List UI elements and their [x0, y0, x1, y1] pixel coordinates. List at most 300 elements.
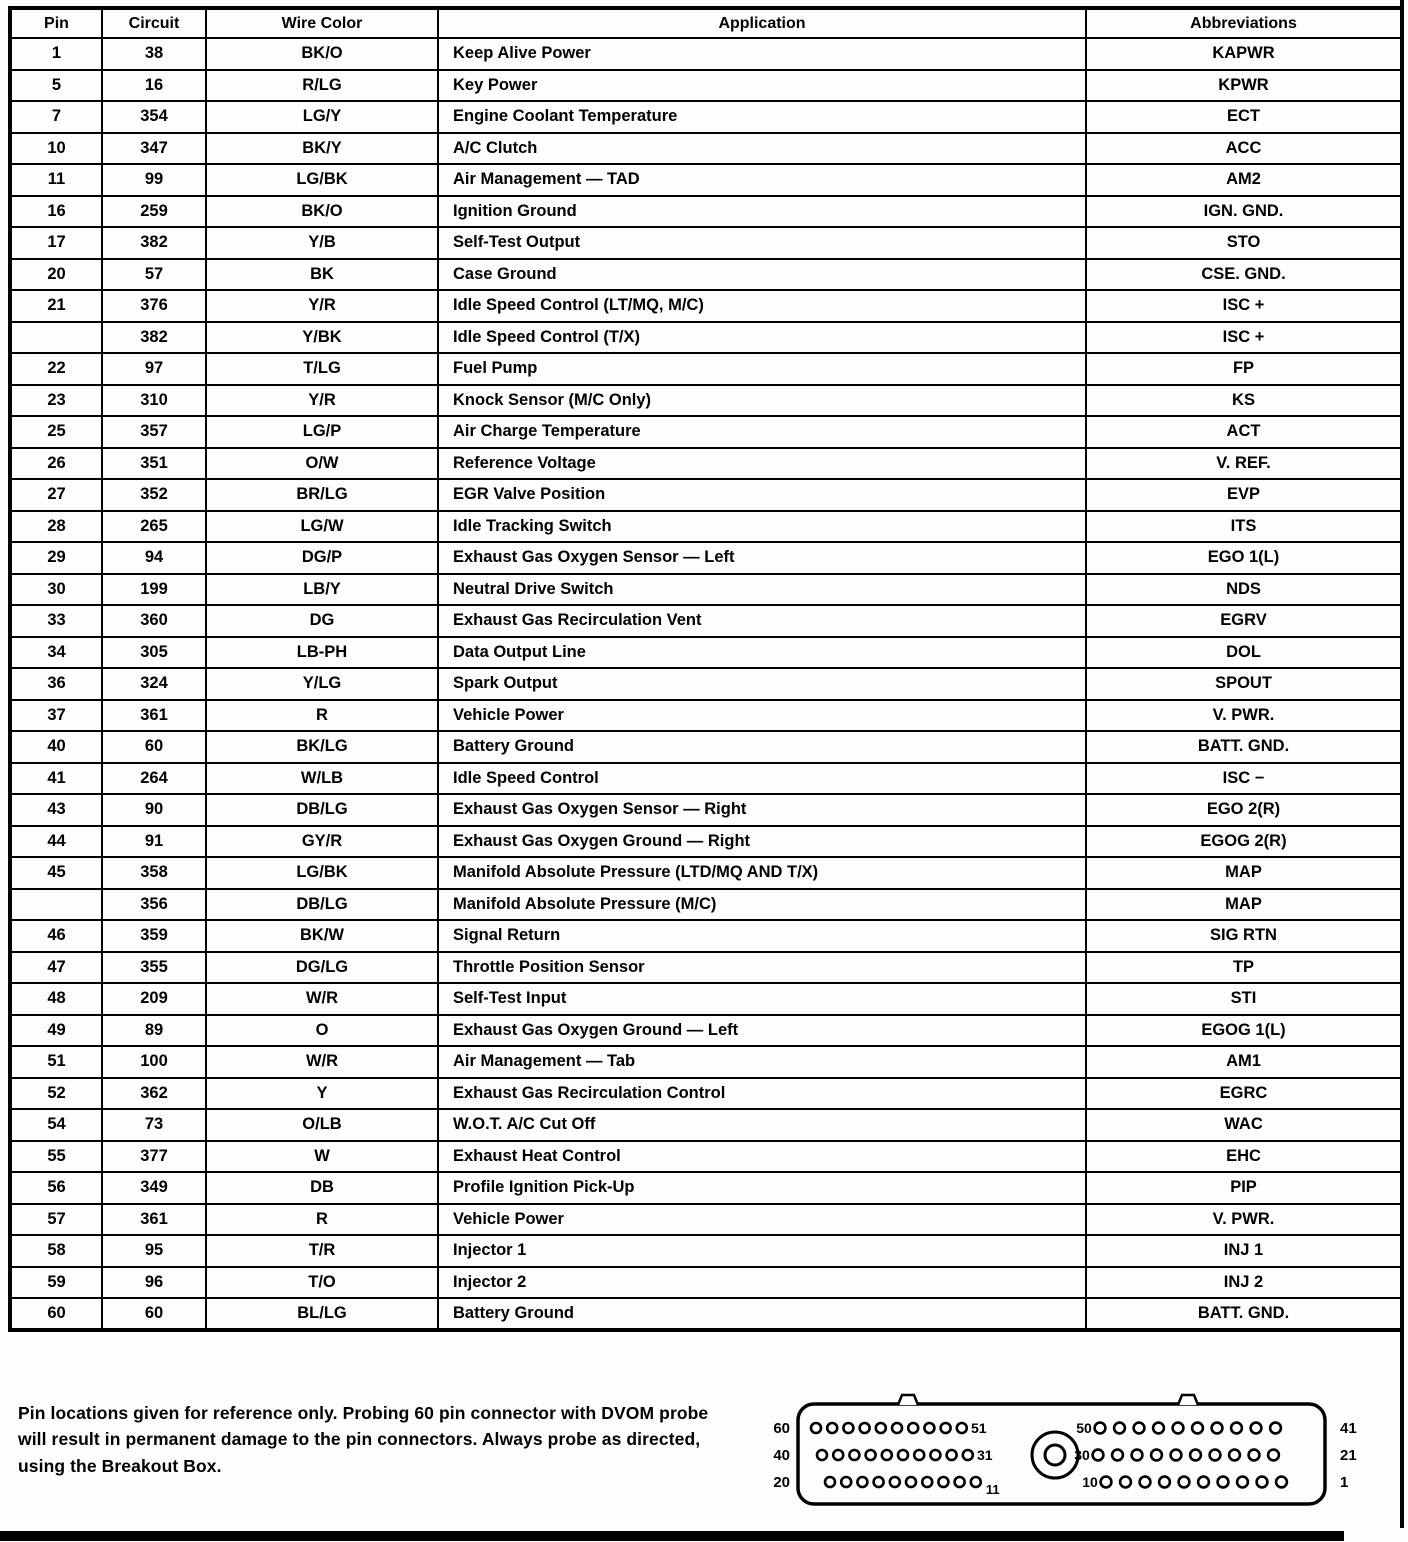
pin-hole: [1153, 1423, 1164, 1434]
cell-wire-color: DG/LG: [206, 952, 438, 984]
pin-number-label: 30: [1074, 1447, 1090, 1463]
cell-pin: 23: [10, 385, 102, 417]
cell-abbreviation: DOL: [1086, 637, 1402, 669]
cell-abbreviation: EGOG 2(R): [1086, 826, 1402, 858]
cell-circuit: 60: [102, 731, 206, 763]
cell-circuit: 209: [102, 983, 206, 1015]
cell-abbreviation: PIP: [1086, 1172, 1402, 1204]
column-header-abbreviations: Abbreviations: [1086, 8, 1402, 38]
cell-pin: 21: [10, 290, 102, 322]
cell-application: Exhaust Heat Control: [438, 1141, 1086, 1173]
pin-hole: [827, 1423, 837, 1433]
footnote-line: Pin locations given for reference only. Probing 60 pin connector with DVOM probe: [18, 1403, 709, 1423]
cell-application: Spark Output: [438, 668, 1086, 700]
pin-hole: [922, 1477, 932, 1487]
cell-wire-color: W/R: [206, 983, 438, 1015]
cell-application: Exhaust Gas Recirculation Control: [438, 1078, 1086, 1110]
pin-hole: [1159, 1477, 1170, 1488]
pin-hole: [866, 1450, 876, 1460]
table-row: [10, 731, 1402, 763]
pin-hole: [1268, 1450, 1279, 1461]
column-header-application: Application: [438, 8, 1086, 38]
table-row: [10, 889, 1402, 921]
pin-number-label: 50: [1076, 1420, 1092, 1436]
pin-hole: [1229, 1450, 1240, 1461]
cell-abbreviation: EVP: [1086, 479, 1402, 511]
cell-circuit: 91: [102, 826, 206, 858]
cell-pin: 27: [10, 479, 102, 511]
table-row: [10, 826, 1402, 858]
cell-wire-color: Y/BK: [206, 322, 438, 354]
cell-abbreviation: V. REF.: [1086, 448, 1402, 480]
cell-abbreviation: CSE. GND.: [1086, 259, 1402, 291]
table-row: [10, 290, 1402, 322]
cell-application: Profile Ignition Pick-Up: [438, 1172, 1086, 1204]
cell-pin: 48: [10, 983, 102, 1015]
cell-pin: 47: [10, 952, 102, 984]
cell-circuit: 94: [102, 542, 206, 574]
cell-wire-color: LG/P: [206, 416, 438, 448]
cell-wire-color: W/LB: [206, 763, 438, 795]
cell-wire-color: R: [206, 1204, 438, 1236]
cell-wire-color: Y/B: [206, 227, 438, 259]
cell-application: Exhaust Gas Oxygen Sensor — Left: [438, 542, 1086, 574]
connector-diagram: [748, 1388, 1368, 1518]
table-row: [10, 196, 1402, 228]
pin-number-label: 20: [773, 1474, 790, 1491]
cell-wire-color: LG/BK: [206, 857, 438, 889]
footnote-line: using the Breakout Box.: [18, 1455, 222, 1476]
cell-application: Self-Test Input: [438, 983, 1086, 1015]
cell-application: Reference Voltage: [438, 448, 1086, 480]
pin-hole: [849, 1450, 859, 1460]
pin-hole: [1249, 1450, 1260, 1461]
cell-application: Injector 2: [438, 1267, 1086, 1299]
pin-hole: [924, 1423, 934, 1433]
cell-circuit: 351: [102, 448, 206, 480]
cell-wire-color: O/LB: [206, 1109, 438, 1141]
cell-wire-color: GY/R: [206, 826, 438, 858]
cell-application: Ignition Ground: [438, 196, 1086, 228]
pin-hole: [811, 1423, 821, 1433]
cell-wire-color: LG/Y: [206, 101, 438, 133]
cell-circuit: 377: [102, 1141, 206, 1173]
cell-pin: 22: [10, 353, 102, 385]
pin-hole: [1231, 1423, 1242, 1434]
cell-wire-color: BK/Y: [206, 133, 438, 165]
cell-wire-color: T/LG: [206, 353, 438, 385]
cell-application: Keep Alive Power: [438, 38, 1086, 70]
cell-abbreviation: SPOUT: [1086, 668, 1402, 700]
cell-abbreviation: INJ 1: [1086, 1235, 1402, 1267]
cell-pin: 10: [10, 133, 102, 165]
cell-application: Idle Speed Control (T/X): [438, 322, 1086, 354]
cell-abbreviation: MAP: [1086, 889, 1402, 921]
cell-circuit: 38: [102, 38, 206, 70]
pin-hole: [908, 1423, 918, 1433]
pin-hole: [892, 1423, 902, 1433]
cell-circuit: 97: [102, 353, 206, 385]
cell-circuit: 360: [102, 605, 206, 637]
table-row: [10, 38, 1402, 70]
footnote: [18, 1400, 778, 1479]
table-row: [10, 1172, 1402, 1204]
cell-wire-color: BK/O: [206, 196, 438, 228]
pin-hole: [817, 1450, 827, 1460]
cell-application: A/C Clutch: [438, 133, 1086, 165]
cell-circuit: 355: [102, 952, 206, 984]
cell-pin: [10, 322, 102, 354]
cell-circuit: 265: [102, 511, 206, 543]
cell-pin: 20: [10, 259, 102, 291]
cell-abbreviation: AM1: [1086, 1046, 1402, 1078]
pin-number-label: 51: [971, 1420, 987, 1436]
pin-hole: [898, 1450, 908, 1460]
cell-application: Fuel Pump: [438, 353, 1086, 385]
cell-abbreviation: STO: [1086, 227, 1402, 259]
cell-wire-color: BK: [206, 259, 438, 291]
cell-application: Knock Sensor (M/C Only): [438, 385, 1086, 417]
cell-pin: 25: [10, 416, 102, 448]
table-row: [10, 637, 1402, 669]
pin-hole: [963, 1450, 973, 1460]
cell-application: Air Charge Temperature: [438, 416, 1086, 448]
pin-hole: [1190, 1450, 1201, 1461]
pin-hole: [955, 1477, 965, 1487]
cell-pin: 16: [10, 196, 102, 228]
pin-hole: [1198, 1477, 1209, 1488]
cell-abbreviation: ISC +: [1086, 322, 1402, 354]
table-row: [10, 322, 1402, 354]
cell-pin: 44: [10, 826, 102, 858]
pin-hole: [947, 1450, 957, 1460]
cell-application: Idle Tracking Switch: [438, 511, 1086, 543]
pin-number-label: 11: [985, 1482, 1000, 1497]
cell-wire-color: LG/BK: [206, 164, 438, 196]
cell-application: Idle Speed Control: [438, 763, 1086, 795]
cell-circuit: 352: [102, 479, 206, 511]
cell-abbreviation: ITS: [1086, 511, 1402, 543]
cell-application: Engine Coolant Temperature: [438, 101, 1086, 133]
table-row: [10, 1235, 1402, 1267]
cell-abbreviation: V. PWR.: [1086, 700, 1402, 732]
table-row: [10, 101, 1402, 133]
cell-application: Air Management — Tab: [438, 1046, 1086, 1078]
cell-pin: 41: [10, 763, 102, 795]
pin-hole: [1112, 1450, 1123, 1461]
cell-circuit: 95: [102, 1235, 206, 1267]
pin-hole: [1251, 1423, 1262, 1434]
cell-pin: 49: [10, 1015, 102, 1047]
cell-wire-color: BK/W: [206, 920, 438, 952]
cell-abbreviation: KAPWR: [1086, 38, 1402, 70]
table-row: [10, 416, 1402, 448]
cell-abbreviation: FP: [1086, 353, 1402, 385]
cell-circuit: 90: [102, 794, 206, 826]
cell-circuit: 376: [102, 290, 206, 322]
table-row: [10, 920, 1402, 952]
pin-hole: [957, 1423, 967, 1433]
cell-abbreviation: STI: [1086, 983, 1402, 1015]
pin-hole: [1179, 1477, 1190, 1488]
cell-application: Idle Speed Control (LT/MQ, M/C): [438, 290, 1086, 322]
pin-hole: [1093, 1450, 1104, 1461]
cell-pin: 37: [10, 700, 102, 732]
cell-circuit: 382: [102, 322, 206, 354]
pin-hole: [1151, 1450, 1162, 1461]
pin-hole: [1120, 1477, 1131, 1488]
pin-hole: [1173, 1423, 1184, 1434]
cell-wire-color: Y/R: [206, 290, 438, 322]
pin-hole: [825, 1477, 835, 1487]
table-row: [10, 1141, 1402, 1173]
pin-hole: [1114, 1423, 1125, 1434]
column-header-wire-color: Wire Color: [206, 8, 438, 38]
cell-pin: 5: [10, 70, 102, 102]
cell-wire-color: BR/LG: [206, 479, 438, 511]
pin-hole: [1101, 1477, 1112, 1488]
pin-number-label: 41: [1340, 1420, 1357, 1437]
pin-hole: [890, 1477, 900, 1487]
cell-pin: 30: [10, 574, 102, 606]
cell-pin: 1: [10, 38, 102, 70]
cell-application: W.O.T. A/C Cut Off: [438, 1109, 1086, 1141]
cell-abbreviation: EGRV: [1086, 605, 1402, 637]
cell-abbreviation: KPWR: [1086, 70, 1402, 102]
cell-abbreviation: ECT: [1086, 101, 1402, 133]
mounting-hole-outer: [1032, 1432, 1078, 1478]
table-row: [10, 1078, 1402, 1110]
cell-abbreviation: AM2: [1086, 164, 1402, 196]
cell-circuit: 347: [102, 133, 206, 165]
pin-number-label: 60: [773, 1420, 790, 1437]
cell-application: Battery Ground: [438, 731, 1086, 763]
cell-abbreviation: ACC: [1086, 133, 1402, 165]
pin-hole: [833, 1450, 843, 1460]
pin-hole: [914, 1450, 924, 1460]
pin-hole: [1237, 1477, 1248, 1488]
cell-wire-color: DB/LG: [206, 889, 438, 921]
cell-wire-color: Y/R: [206, 385, 438, 417]
column-header-circuit: Circuit: [102, 8, 206, 38]
cell-circuit: 382: [102, 227, 206, 259]
table-row: [10, 1015, 1402, 1047]
table-row: [10, 952, 1402, 984]
table-row: [10, 479, 1402, 511]
pin-hole: [1270, 1423, 1281, 1434]
pin-hole: [971, 1477, 981, 1487]
cell-abbreviation: NDS: [1086, 574, 1402, 606]
cell-application: Manifold Absolute Pressure (LTD/MQ AND T/X): [438, 857, 1086, 889]
cell-circuit: 361: [102, 700, 206, 732]
table-row: [10, 511, 1402, 543]
cell-pin: 7: [10, 101, 102, 133]
table-row: [10, 133, 1402, 165]
table-row: [10, 448, 1402, 480]
cell-application: Vehicle Power: [438, 700, 1086, 732]
cell-pin: 26: [10, 448, 102, 480]
cell-abbreviation: EHC: [1086, 1141, 1402, 1173]
cell-abbreviation: ISC −: [1086, 763, 1402, 795]
pin-number-label: 40: [773, 1447, 790, 1464]
cell-abbreviation: EGOG 1(L): [1086, 1015, 1402, 1047]
table-row: [10, 668, 1402, 700]
cell-pin: 51: [10, 1046, 102, 1078]
cell-abbreviation: ISC +: [1086, 290, 1402, 322]
cell-circuit: 60: [102, 1298, 206, 1330]
cell-pin: 56: [10, 1172, 102, 1204]
cell-pin: 45: [10, 857, 102, 889]
pin-hole: [906, 1477, 916, 1487]
cell-pin: 33: [10, 605, 102, 637]
pin-hole: [874, 1477, 884, 1487]
footnote-line: will result in permanent damage to the pin connectors. Always probe as directed,: [18, 1429, 701, 1450]
table-row: [10, 857, 1402, 889]
pin-number-label: 10: [1082, 1474, 1098, 1490]
cell-circuit: 99: [102, 164, 206, 196]
pin-hole: [882, 1450, 892, 1460]
cell-circuit: 305: [102, 637, 206, 669]
cell-circuit: 349: [102, 1172, 206, 1204]
cell-wire-color: BK/O: [206, 38, 438, 70]
cell-abbreviation: EGRC: [1086, 1078, 1402, 1110]
cell-wire-color: LB/Y: [206, 574, 438, 606]
cell-circuit: 362: [102, 1078, 206, 1110]
cell-pin: 52: [10, 1078, 102, 1110]
cell-application: Case Ground: [438, 259, 1086, 291]
pin-hole: [1171, 1450, 1182, 1461]
cell-pin: 57: [10, 1204, 102, 1236]
cell-pin: 54: [10, 1109, 102, 1141]
cell-circuit: 358: [102, 857, 206, 889]
table-row: [10, 385, 1402, 417]
pin-hole: [1276, 1477, 1287, 1488]
cell-abbreviation: BATT. GND.: [1086, 1298, 1402, 1330]
cell-circuit: 354: [102, 101, 206, 133]
cell-abbreviation: V. PWR.: [1086, 1204, 1402, 1236]
cell-wire-color: DB: [206, 1172, 438, 1204]
pin-hole: [841, 1477, 851, 1487]
cell-wire-color: BL/LG: [206, 1298, 438, 1330]
mounting-hole-inner: [1045, 1445, 1065, 1465]
cell-abbreviation: MAP: [1086, 857, 1402, 889]
table-row: [10, 164, 1402, 196]
table-row: [10, 1298, 1402, 1330]
table-row: [10, 542, 1402, 574]
table-row: [10, 605, 1402, 637]
table-row: [10, 227, 1402, 259]
cell-pin: [10, 889, 102, 921]
cell-application: Air Management — TAD: [438, 164, 1086, 196]
cell-pin: 59: [10, 1267, 102, 1299]
pin-hole: [1218, 1477, 1229, 1488]
cell-circuit: 100: [102, 1046, 206, 1078]
cell-circuit: 57: [102, 259, 206, 291]
cell-circuit: 259: [102, 196, 206, 228]
pin-hole: [876, 1423, 886, 1433]
cell-pin: 36: [10, 668, 102, 700]
cell-application: Throttle Position Sensor: [438, 952, 1086, 984]
cell-abbreviation: TP: [1086, 952, 1402, 984]
pin-hole: [1134, 1423, 1145, 1434]
cell-abbreviation: IGN. GND.: [1086, 196, 1402, 228]
column-header-pin: Pin: [10, 8, 102, 38]
pin-number-label: 21: [1340, 1447, 1357, 1464]
connector-tab: [1178, 1395, 1198, 1405]
cell-abbreviation: KS: [1086, 385, 1402, 417]
pin-hole: [843, 1423, 853, 1433]
cell-wire-color: R/LG: [206, 70, 438, 102]
cell-application: Injector 1: [438, 1235, 1086, 1267]
cell-wire-color: DG: [206, 605, 438, 637]
cell-application: Data Output Line: [438, 637, 1086, 669]
cell-pin: 43: [10, 794, 102, 826]
pin-hole: [1095, 1423, 1106, 1434]
table-row: [10, 353, 1402, 385]
cell-wire-color: LG/W: [206, 511, 438, 543]
cell-wire-color: DG/P: [206, 542, 438, 574]
cell-circuit: 356: [102, 889, 206, 921]
cell-wire-color: Y: [206, 1078, 438, 1110]
table-row: [10, 763, 1402, 795]
table-row: [10, 259, 1402, 291]
pin-number-label: 1: [1340, 1474, 1349, 1491]
cell-pin: 40: [10, 731, 102, 763]
cell-abbreviation: ACT: [1086, 416, 1402, 448]
cell-circuit: 199: [102, 574, 206, 606]
cell-circuit: 361: [102, 1204, 206, 1236]
cell-circuit: 96: [102, 1267, 206, 1299]
pinout-table-header-row: [10, 8, 1402, 38]
cell-circuit: 73: [102, 1109, 206, 1141]
table-row: [10, 1046, 1402, 1078]
cell-abbreviation: EGO 1(L): [1086, 542, 1402, 574]
cell-abbreviation: BATT. GND.: [1086, 731, 1402, 763]
cell-application: Neutral Drive Switch: [438, 574, 1086, 606]
cell-wire-color: O: [206, 1015, 438, 1047]
pin-hole: [857, 1477, 867, 1487]
cell-circuit: 89: [102, 1015, 206, 1047]
cell-wire-color: BK/LG: [206, 731, 438, 763]
pinout-table-body: [10, 38, 1402, 1330]
table-row: [10, 700, 1402, 732]
cell-application: Exhaust Gas Recirculation Vent: [438, 605, 1086, 637]
cell-application: Exhaust Gas Oxygen Ground — Right: [438, 826, 1086, 858]
cell-application: Key Power: [438, 70, 1086, 102]
cell-wire-color: Y/LG: [206, 668, 438, 700]
cell-circuit: 264: [102, 763, 206, 795]
cell-wire-color: O/W: [206, 448, 438, 480]
cell-wire-color: LB-PH: [206, 637, 438, 669]
table-row: [10, 1204, 1402, 1236]
cell-pin: 55: [10, 1141, 102, 1173]
table-row: [10, 983, 1402, 1015]
cell-abbreviation: INJ 2: [1086, 1267, 1402, 1299]
pin-hole: [1192, 1423, 1203, 1434]
cell-application: Exhaust Gas Oxygen Ground — Left: [438, 1015, 1086, 1047]
cell-abbreviation: EGO 2(R): [1086, 794, 1402, 826]
cell-circuit: 16: [102, 70, 206, 102]
connector-tab: [898, 1395, 918, 1405]
cell-wire-color: W/R: [206, 1046, 438, 1078]
cell-wire-color: T/O: [206, 1267, 438, 1299]
cell-pin: 60: [10, 1298, 102, 1330]
table-row: [10, 70, 1402, 102]
cell-wire-color: DB/LG: [206, 794, 438, 826]
cell-wire-color: W: [206, 1141, 438, 1173]
table-row: [10, 1267, 1402, 1299]
cell-application: Exhaust Gas Oxygen Sensor — Right: [438, 794, 1086, 826]
